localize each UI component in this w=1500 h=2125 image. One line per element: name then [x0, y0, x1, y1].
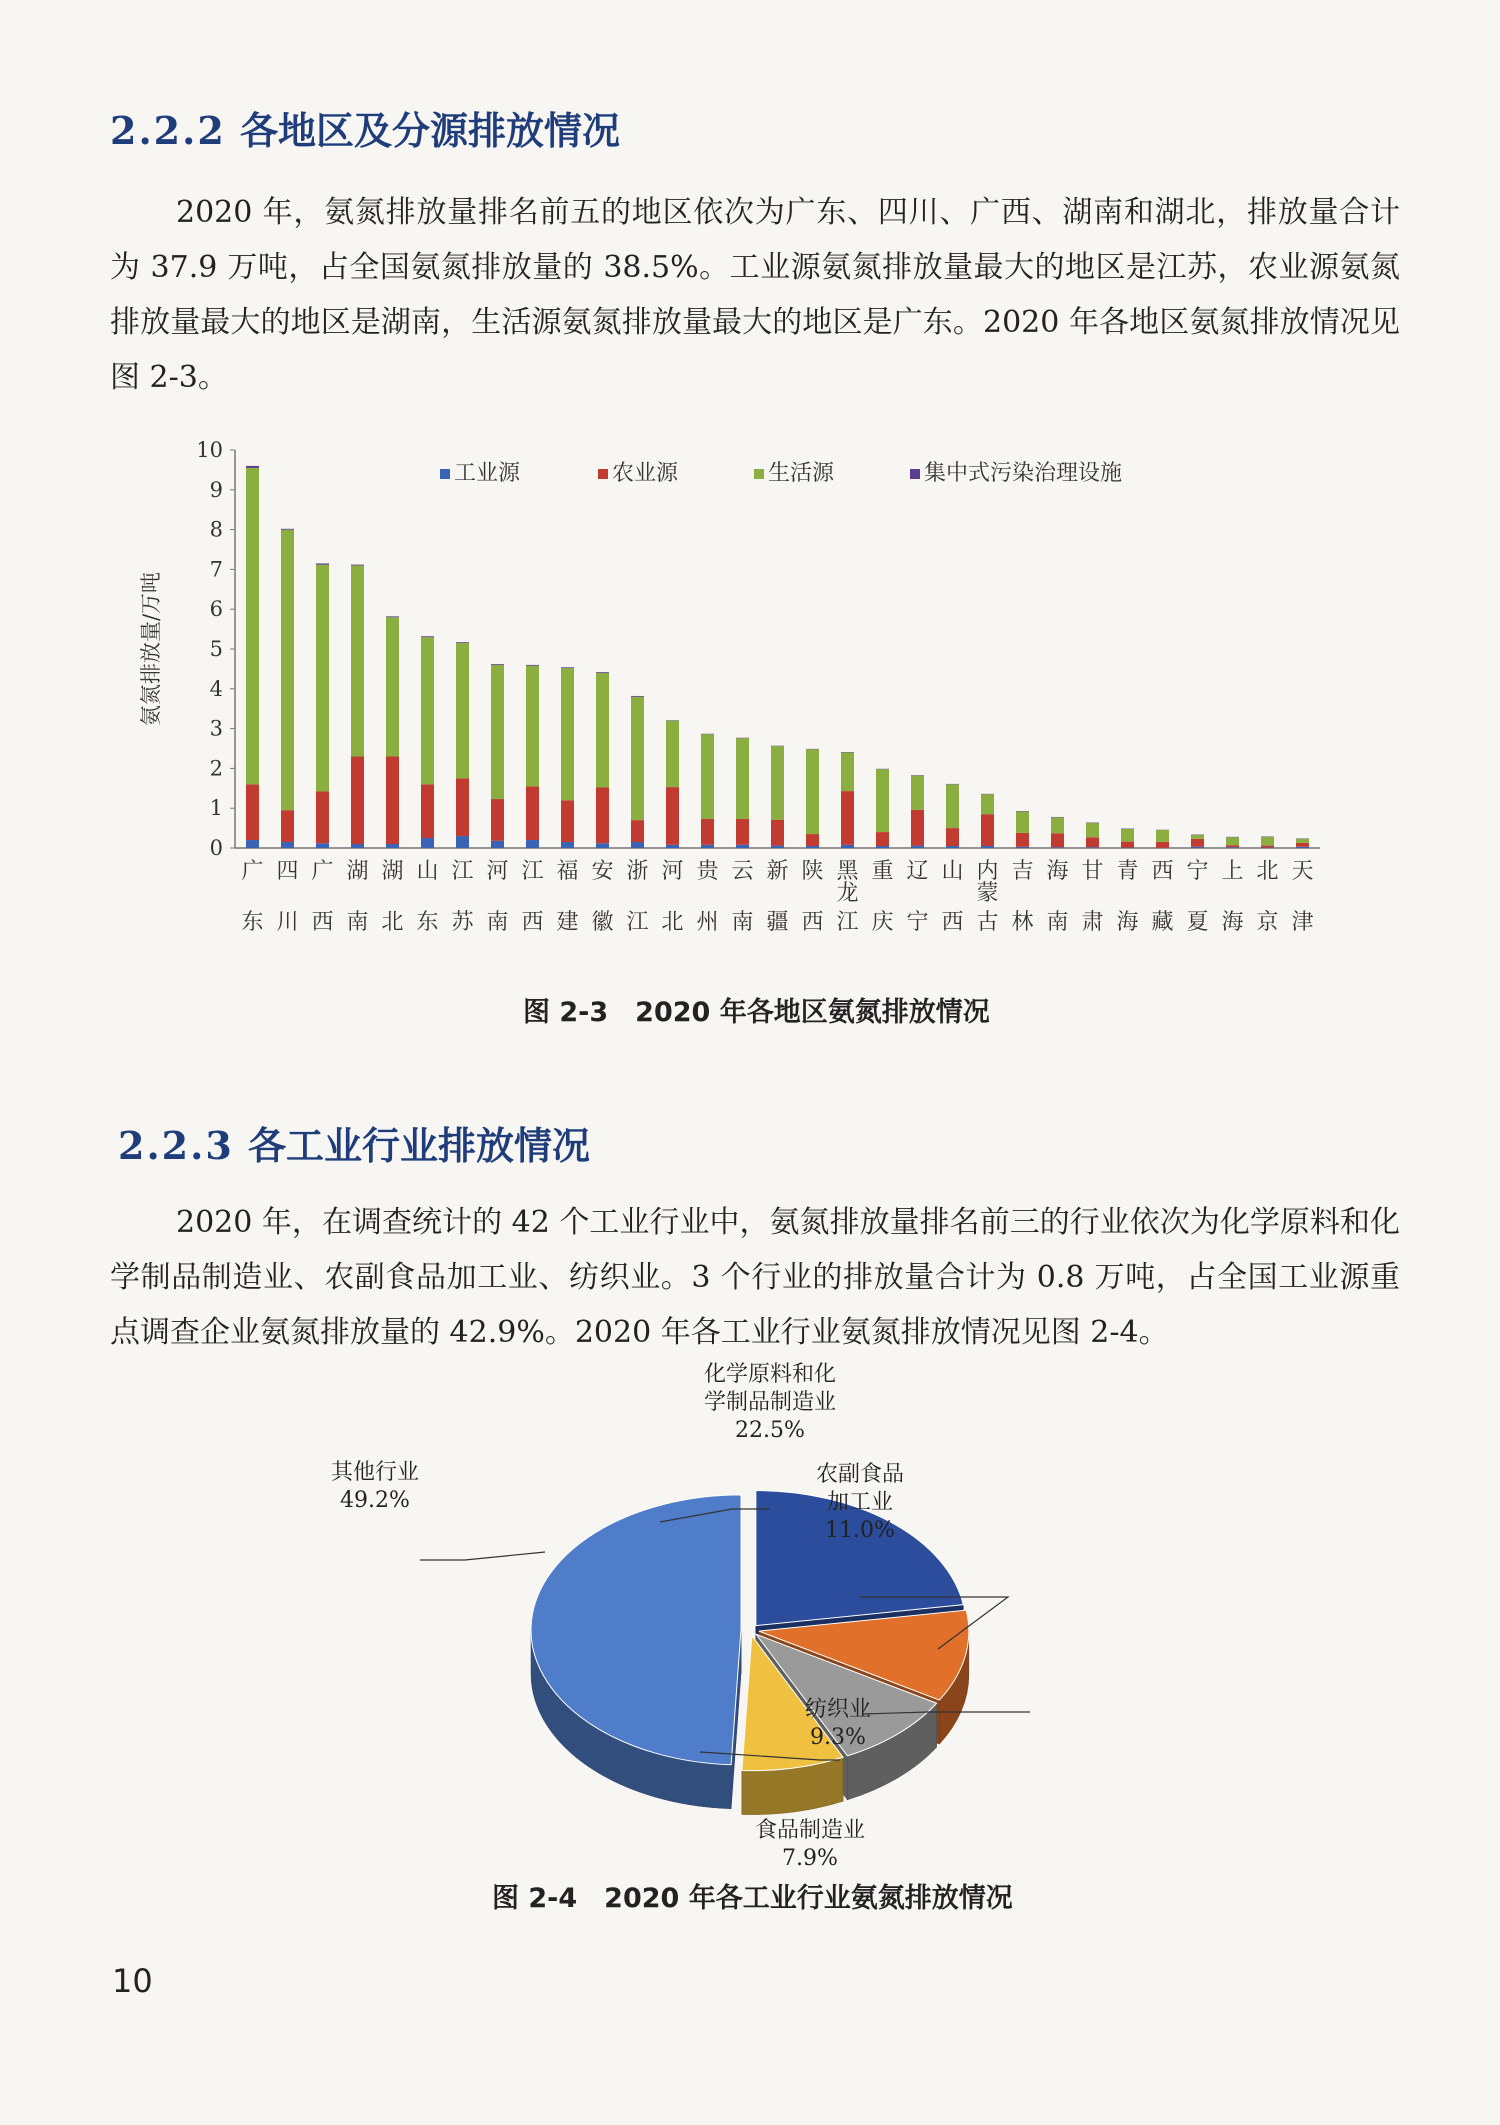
bar-segment-1 [946, 846, 959, 848]
x-tick-label-part: 庆 [871, 910, 894, 935]
y-tick-label: 5 [209, 637, 223, 661]
x-tick-label-part: 广 [311, 859, 334, 884]
bar-segment-2 [351, 756, 364, 844]
x-tick-label-part: 疆 [766, 910, 789, 935]
bar-segment-3 [456, 643, 469, 778]
bar-segment-2 [526, 786, 539, 840]
bar-segment-3 [281, 530, 294, 811]
y-tick-label: 0 [209, 836, 223, 860]
x-tick-label-part: 京 [1256, 910, 1279, 935]
x-tick-label-part: 河 [661, 859, 684, 884]
bar-segment-2 [736, 819, 749, 845]
legend-swatch [754, 469, 764, 479]
bar-segment-3 [1016, 811, 1029, 832]
x-tick-label-part: 贵 [696, 859, 719, 884]
y-tick-label: 1 [209, 796, 223, 821]
bar-segment-4 [386, 616, 399, 617]
y-tick-label: 10 [196, 438, 223, 462]
bar-segment-2 [281, 810, 294, 842]
x-tick-label-part: 海 [1116, 910, 1139, 935]
x-tick-label-part: 夏 [1186, 910, 1209, 935]
bar-segment-1 [386, 844, 399, 848]
section-paragraph-1 [110, 185, 1400, 405]
x-tick-label-part: 甘 [1081, 859, 1104, 884]
bar-segment-1 [701, 845, 714, 848]
x-tick-label-part: 新 [766, 859, 789, 884]
x-tick-label-part: 南 [346, 910, 369, 935]
x-tick-label-part: 安 [591, 859, 614, 884]
pie-label: 食品制造业 [754, 1818, 866, 1843]
bar-segment-2 [1051, 833, 1064, 847]
x-tick-label-part: 东 [241, 910, 264, 935]
x-tick-label-part: 西 [801, 910, 824, 935]
x-tick-label-part: 江 [626, 910, 649, 935]
section-number: 2.2.2 [110, 108, 226, 153]
legend-entry: 农业源 [612, 461, 679, 486]
bar-segment-1 [771, 846, 784, 848]
section-number: 2.2.3 [118, 1123, 234, 1168]
section-title: 各地区及分源排放情况 [240, 108, 621, 153]
bar-segment-3 [1261, 837, 1274, 846]
bar-segment-2 [946, 828, 959, 846]
bar-segment-1 [1296, 847, 1309, 848]
pie-value-label: 7.9% [782, 1846, 838, 1871]
pie-value-label: 49.2% [340, 1488, 410, 1513]
bar-segment-3 [1086, 823, 1099, 837]
bar-segment-1 [666, 845, 679, 848]
bar-segment-2 [1156, 842, 1169, 848]
bar-segment-1 [1086, 847, 1099, 848]
bar-segment-3 [701, 734, 714, 819]
bar-segment-3 [631, 697, 644, 820]
bar-segment-3 [876, 769, 889, 832]
x-tick-label-part: 蒙 [976, 881, 999, 906]
section-heading-2-2-3 [118, 1115, 590, 1170]
bar-segment-3 [806, 749, 819, 834]
x-tick-label-part: 宁 [1186, 859, 1209, 884]
section-heading-2-2-2 [110, 100, 620, 155]
bar-segment-2 [1261, 846, 1274, 848]
bar-segment-2 [386, 756, 399, 844]
bar-segment-4 [316, 563, 329, 564]
legend-swatch [598, 469, 608, 479]
y-tick-label: 9 [209, 477, 223, 502]
x-tick-label-part: 徽 [591, 910, 614, 935]
x-tick-label-part: 西 [941, 910, 964, 935]
bar-segment-1 [876, 846, 889, 848]
bar-segment-2 [771, 820, 784, 846]
pie-chart [300, 1362, 1260, 1871]
bar-segment-3 [1156, 830, 1169, 842]
bar-segment-2 [806, 834, 819, 846]
x-tick-label-part: 龙 [836, 881, 859, 906]
bar-segment-3 [736, 738, 749, 819]
x-tick-label-part: 河 [486, 859, 509, 884]
bar-segment-1 [456, 836, 469, 848]
x-tick-label-part: 林 [1011, 910, 1034, 935]
bar-segment-3 [491, 665, 504, 799]
x-tick-label-part: 海 [1046, 859, 1069, 884]
bar-segment-3 [526, 666, 539, 787]
y-tick-label: 8 [209, 517, 223, 542]
bar-segment-3 [1121, 829, 1134, 842]
pie-label: 学制品制造业 [703, 1390, 837, 1415]
x-tick-label-part: 浙 [626, 859, 649, 884]
y-tick-label: 4 [209, 676, 223, 701]
bar-segment-2 [1121, 842, 1134, 848]
pie-leader-line [420, 1552, 545, 1560]
paragraph-text: 2020 年，氨氮排放量排名前五的地区依次为广东、四川、广西、湖南和湖北，排放量合计为 37.9 万吨，占全国氨氮排放量的 38.5%。工业源氨氮排放量最大的地区是江苏，农业源氨氮排放量最大的地区是湖南，生活源氨氮排放量最大的地区是广东。2020 年各地区氨氮排放情况见图 2-3。 [110, 195, 1400, 395]
x-tick-label-part: 西 [521, 910, 544, 935]
section-title: 各工业行业排放情况 [248, 1123, 591, 1168]
x-tick-label-part: 宁 [906, 910, 929, 935]
bar-segment-2 [666, 787, 679, 845]
bar-segment-1 [841, 845, 854, 848]
x-tick-label-part: 西 [1151, 859, 1174, 884]
x-tick-label-part: 重 [871, 859, 894, 884]
bar-segment-3 [841, 752, 854, 791]
bar-segment-2 [561, 800, 574, 842]
bar-segment-1 [806, 846, 819, 848]
figure-caption-2-3: 图 2-3 2020 年各地区氨氮排放情况 [523, 997, 990, 1028]
x-tick-label-part: 内 [976, 859, 999, 884]
x-tick-label-part: 山 [941, 859, 964, 884]
bar-segment-1 [281, 842, 294, 848]
x-tick-label-part: 湖 [346, 859, 369, 884]
bar-segment-2 [491, 799, 504, 841]
pie-label: 加工业 [826, 1490, 894, 1515]
x-tick-label-part: 上 [1221, 859, 1244, 884]
x-tick-label-part: 西 [311, 910, 334, 935]
bar-segment-1 [491, 841, 504, 848]
bar-segment-2 [876, 832, 889, 846]
bar-segment-4 [456, 642, 469, 643]
y-axis-label: 氨氮排放量/万吨 [139, 571, 163, 727]
bar-segment-2 [421, 784, 434, 838]
bar-segment-4 [421, 636, 434, 637]
bar-segment-3 [351, 565, 364, 756]
bar-segment-4 [526, 665, 539, 666]
bar-segment-3 [771, 746, 784, 820]
bar-segment-2 [631, 820, 644, 842]
y-tick-label: 7 [209, 557, 223, 582]
bar-segment-3 [911, 776, 924, 810]
pie-value-label: 22.5% [735, 1418, 805, 1443]
bar-segment-3 [666, 721, 679, 787]
x-tick-label-part: 江 [836, 910, 859, 935]
page-number: 10 [112, 1962, 153, 2000]
bar-segment-2 [1226, 845, 1239, 847]
legend-entry: 生活源 [768, 461, 835, 486]
pie-value-label: 9.3% [810, 1725, 866, 1750]
x-tick-label-part: 海 [1221, 910, 1244, 935]
x-tick-label-part: 肃 [1081, 910, 1104, 935]
bar-segment-3 [946, 784, 959, 828]
x-tick-label-part: 北 [661, 910, 684, 935]
x-tick-label-part: 江 [521, 859, 544, 884]
x-tick-label-part: 吉 [1011, 859, 1034, 884]
bar-segment-3 [316, 565, 329, 792]
bar-segment-2 [981, 814, 994, 846]
pie-label: 纺织业 [804, 1697, 872, 1722]
pie-value-label: 11.0% [825, 1518, 895, 1543]
bar-segment-2 [1086, 837, 1099, 847]
paragraph-text: 2020 年，在调查统计的 42 个工业行业中，氨氮排放量排名前三的行业依次为化学原料和化学制品制造业、农副食品加工业、纺织业。3 个行业的排放量合计为 0.8 万吨，占全国工业源重点调查企业氨氮排放量的 42.9%。2020 年各工业行业氨氮排放情况见图 2-4。 [110, 1205, 1400, 1350]
bar-segment-3 [981, 794, 994, 814]
x-tick-label-part: 云 [731, 859, 754, 884]
x-tick-label-part: 建 [556, 910, 579, 935]
bar-segment-1 [911, 846, 924, 848]
bar-segment-1 [421, 838, 434, 848]
bar-segment-2 [1191, 839, 1204, 847]
bar-segment-1 [981, 846, 994, 848]
x-tick-label-part: 南 [486, 910, 509, 935]
pie-label: 化学原料和化 [703, 1362, 837, 1387]
bar-segment-2 [246, 784, 259, 840]
bar-segment-2 [596, 788, 609, 844]
x-tick-label-part: 州 [696, 910, 719, 935]
bar-segment-1 [316, 843, 329, 848]
x-tick-label-part: 津 [1291, 910, 1314, 935]
bar-segment-3 [561, 668, 574, 800]
bar-segment-3 [386, 617, 399, 756]
bar-segment-4 [351, 565, 364, 566]
bar-segment-1 [736, 845, 749, 848]
bar-segment-1 [351, 844, 364, 848]
bar-segment-4 [596, 672, 609, 673]
bar-segment-1 [1016, 847, 1029, 848]
y-tick-label: 6 [209, 597, 223, 622]
x-tick-label-part: 川 [276, 910, 299, 935]
bar-segment-1 [246, 840, 259, 848]
bar-segment-3 [596, 673, 609, 788]
bar-segment-4 [631, 696, 644, 697]
bar-segment-4 [491, 664, 504, 665]
x-tick-label-part: 黑 [836, 859, 859, 884]
bar-segment-1 [526, 840, 539, 848]
legend-swatch [440, 469, 450, 479]
bar-segment-1 [1191, 847, 1204, 848]
x-tick-label-part: 江 [451, 859, 474, 884]
bar-segment-3 [1191, 835, 1204, 839]
bar-segment-2 [316, 791, 329, 843]
x-tick-label-part: 山 [416, 859, 439, 884]
bar-segment-1 [631, 842, 644, 848]
bar-segment-2 [701, 819, 714, 845]
pie-label: 农副食品 [815, 1462, 905, 1487]
bar-segment-3 [421, 637, 434, 784]
bar-segment-2 [1296, 843, 1309, 847]
legend-swatch [910, 469, 920, 479]
bar-segment-4 [561, 667, 574, 668]
x-tick-label-part: 北 [1256, 859, 1279, 884]
bar-segment-3 [1051, 817, 1064, 833]
x-tick-label-part: 湖 [381, 859, 404, 884]
x-tick-label-part: 广 [241, 859, 264, 884]
bar-segment-3 [1226, 837, 1239, 845]
x-tick-label-part: 福 [556, 859, 579, 884]
pie-label: 其他行业 [330, 1460, 420, 1485]
x-tick-label-part: 苏 [451, 910, 474, 935]
x-tick-label-part: 南 [731, 910, 754, 935]
bar-segment-4 [281, 529, 294, 530]
bar-segment-2 [456, 778, 469, 836]
x-tick-label-part: 陕 [801, 859, 824, 884]
bar-segment-2 [911, 810, 924, 846]
stacked-bar-chart [120, 430, 1380, 950]
x-tick-label-part: 四 [276, 859, 299, 884]
legend-entry: 工业源 [454, 461, 521, 486]
x-tick-label-part: 古 [976, 910, 999, 935]
bar-segment-3 [246, 468, 259, 784]
legend-entry: 集中式污染治理设施 [924, 461, 1123, 486]
bar-segment-1 [1051, 847, 1064, 848]
bar-segment-3 [1296, 839, 1309, 843]
figure-caption-2-4: 图 2-4 2020 年各工业行业氨氮排放情况 [492, 1883, 1013, 1914]
bar-segment-1 [1226, 847, 1239, 848]
x-tick-label-part: 藏 [1151, 910, 1174, 935]
x-tick-label-part: 天 [1291, 859, 1314, 884]
bar-segment-2 [1016, 833, 1029, 847]
bar-segment-4 [246, 466, 259, 468]
x-tick-label-part: 北 [381, 910, 404, 935]
bar-segment-1 [561, 842, 574, 848]
x-tick-label-part: 辽 [906, 859, 929, 884]
bar-segment-2 [841, 791, 854, 845]
bar-segment-1 [596, 843, 609, 848]
x-tick-label-part: 青 [1116, 859, 1139, 884]
x-tick-label-part: 东 [416, 910, 439, 935]
section-paragraph-2 [110, 1195, 1400, 1360]
y-tick-label: 3 [209, 716, 223, 741]
y-tick-label: 2 [209, 756, 223, 781]
x-tick-label-part: 南 [1046, 910, 1069, 935]
